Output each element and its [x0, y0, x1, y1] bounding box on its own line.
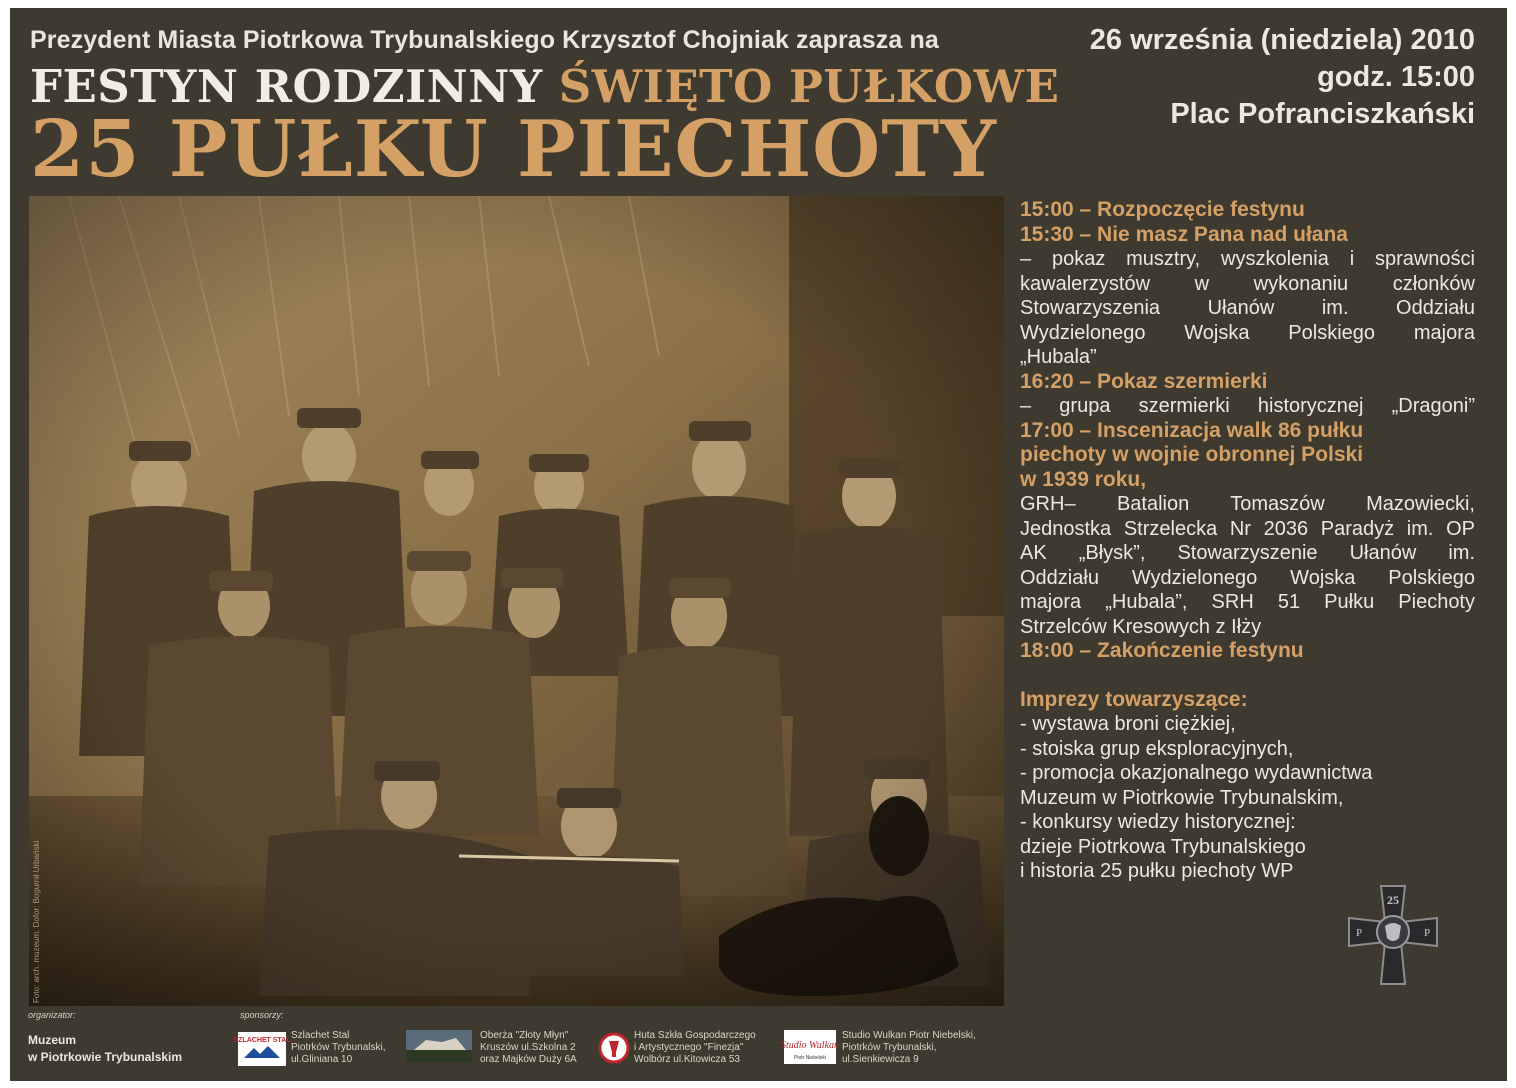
schedule — [1020, 198, 1475, 884]
sponsor-line: Kruszów ul.Szkolna 2 — [480, 1042, 576, 1053]
sponsor-szlachet-stal — [291, 1030, 385, 1066]
sponsor-line: Oberża "Złoty Młyn" — [480, 1030, 569, 1041]
event-time: godz. 15:00 — [1317, 61, 1475, 93]
schedule-desc-line: – grupa szermierki historycznej „Dragoni” — [1020, 395, 1475, 417]
side-events — [1020, 688, 1475, 884]
invite-line: Prezydent Miasta Piotrkowa Trybunalskiego Krzysztof Chojniak zaprasza na — [30, 26, 939, 54]
sponsor-studio-wulkan — [842, 1030, 976, 1066]
sponsor-huta-finezja — [634, 1030, 756, 1066]
badge-letter-right: P — [1423, 927, 1431, 939]
schedule-desc-line: – pokaz musztry, wyszkolenia i sprawności — [1020, 248, 1475, 270]
sponsors-label: sponsorzy: — [240, 1010, 284, 1020]
side-event-item: - stoiska grup eksploracyjnych, — [1020, 737, 1294, 760]
zloty-mlyn-logo-icon — [406, 1030, 472, 1062]
poster — [10, 8, 1507, 1081]
organizer-name — [28, 1032, 182, 1066]
schedule-item-1700-cont: piechoty w wojnie obronnej Polski — [1020, 443, 1364, 466]
historic-group-photo — [29, 196, 1004, 1006]
footer — [10, 1008, 1507, 1081]
sponsor-line: Szlachet Stal — [291, 1030, 350, 1041]
sponsor-line: Piotrków Trybunalski, — [291, 1042, 386, 1053]
regiment-badge-icon — [1345, 884, 1441, 994]
side-event-item: i historia 25 pułku piechoty WP — [1020, 860, 1294, 882]
sepia-soldiers-illustration — [29, 196, 1004, 1006]
event-info — [1090, 22, 1475, 133]
sponsor-line: ul.Sienkiewicza 9 — [842, 1054, 919, 1065]
side-event-item: dzieje Piotrkowa Trybunalskiego — [1020, 835, 1306, 858]
side-events-title: Imprezy towarzyszące: — [1020, 687, 1248, 711]
photo-credit: Foto: arch. muzeum. Dofor: Bogumił Urbański — [32, 840, 41, 1003]
schedule-desc-line: AK „Błysk”, Stowarzyszenie Ułanów im. — [1020, 542, 1475, 564]
sponsor-line: Huta Szkła Gospodarczego — [634, 1030, 756, 1041]
side-event-item: - konkursy wiedzy historycznej: — [1020, 811, 1296, 833]
sponsor-logo-text: Studio Wulkan — [780, 1040, 840, 1051]
organizer-line: w Piotrkowie Trybunalskim — [28, 1050, 183, 1064]
badge-number: 25 — [1387, 893, 1399, 907]
sponsor-zloty-mlyn — [480, 1030, 577, 1066]
schedule-item-1500: 15:00 – Rozpoczęcie festynu — [1020, 198, 1305, 221]
schedule-desc-line: Jednostka Strzelecka Nr 2036 Paradyż im. OP — [1020, 517, 1475, 540]
schedule-item-1620: 16:20 – Pokaz szermierki — [1020, 369, 1268, 393]
title-swieto: ŚWIĘTO PUŁKOWE — [558, 60, 1060, 113]
schedule-desc-line: Stowarzyszenia Ułanów im. Oddziału — [1020, 297, 1475, 319]
schedule-desc-line: Wydzielonego Wojska Polskiego majora — [1020, 321, 1475, 344]
studio-wulkan-logo-icon — [780, 1030, 840, 1064]
regiment-title: 25 PUŁKU PIECHOTY — [30, 104, 997, 195]
schedule-item-1700-cont: w 1939 roku, — [1020, 467, 1147, 491]
sponsor-line: ul.Gliniana 10 — [291, 1054, 353, 1065]
event-date: 26 września (niedziela) 2010 — [1089, 24, 1475, 56]
schedule-item-1800: 18:00 – Zakończenie festynu — [1020, 639, 1304, 662]
organizer-line: Muzeum — [28, 1033, 76, 1047]
schedule-desc-line: kawalerzystów w wykonaniu członków — [1020, 272, 1475, 295]
schedule-item-1530: 15:30 – Nie masz Pana nad ułana — [1020, 222, 1348, 246]
sponsor-logo-text: SZLACHET STAL — [233, 1037, 291, 1044]
sponsor-line: Piotrków Trybunalski, — [842, 1042, 937, 1053]
organizer-label: organizator: — [28, 1010, 76, 1020]
sponsor-line: i Artystycznego "Finezja" — [634, 1042, 744, 1053]
side-event-item: Muzeum w Piotrkowie Trybunalskim, — [1020, 786, 1344, 809]
title-festyn: FESTYN RODZINNY — [30, 60, 543, 113]
schedule-item-1700: 17:00 – Inscenizacja walk 86 pułku — [1020, 418, 1364, 442]
schedule-desc-line: majora „Hubala”, SRH 51 Pułku Piechoty — [1020, 591, 1475, 613]
side-event-item: - promocja okazjonalnego wydawnictwa — [1020, 762, 1373, 784]
side-event-item: - wystawa broni ciężkiej, — [1020, 713, 1236, 735]
schedule-desc-line: Strzelców Kresowych z Iłży — [1020, 615, 1262, 638]
schedule-desc-line: Oddziału Wydzielonego Wojska Polskiego — [1020, 566, 1475, 589]
event-place: Plac Pofranciszkański — [1170, 98, 1475, 130]
sponsor-line: Studio Wulkan Piotr Niebelski, — [842, 1030, 976, 1041]
sponsor-line: oraz Majków Duży 6A — [480, 1054, 577, 1065]
szlachet-stal-logo-icon — [233, 1032, 291, 1066]
sponsor-logo-subtext: Piotr Niebelski — [794, 1055, 826, 1061]
schedule-desc-line: „Hubala” — [1020, 346, 1097, 368]
badge-letter-left: P — [1355, 927, 1363, 939]
schedule-desc-line: GRH– Batalion Tomaszów Mazowiecki, — [1020, 493, 1475, 515]
sponsor-line: Wolbórz ul.Kitowicza 53 — [634, 1054, 740, 1065]
finezja-logo-icon — [598, 1032, 630, 1064]
